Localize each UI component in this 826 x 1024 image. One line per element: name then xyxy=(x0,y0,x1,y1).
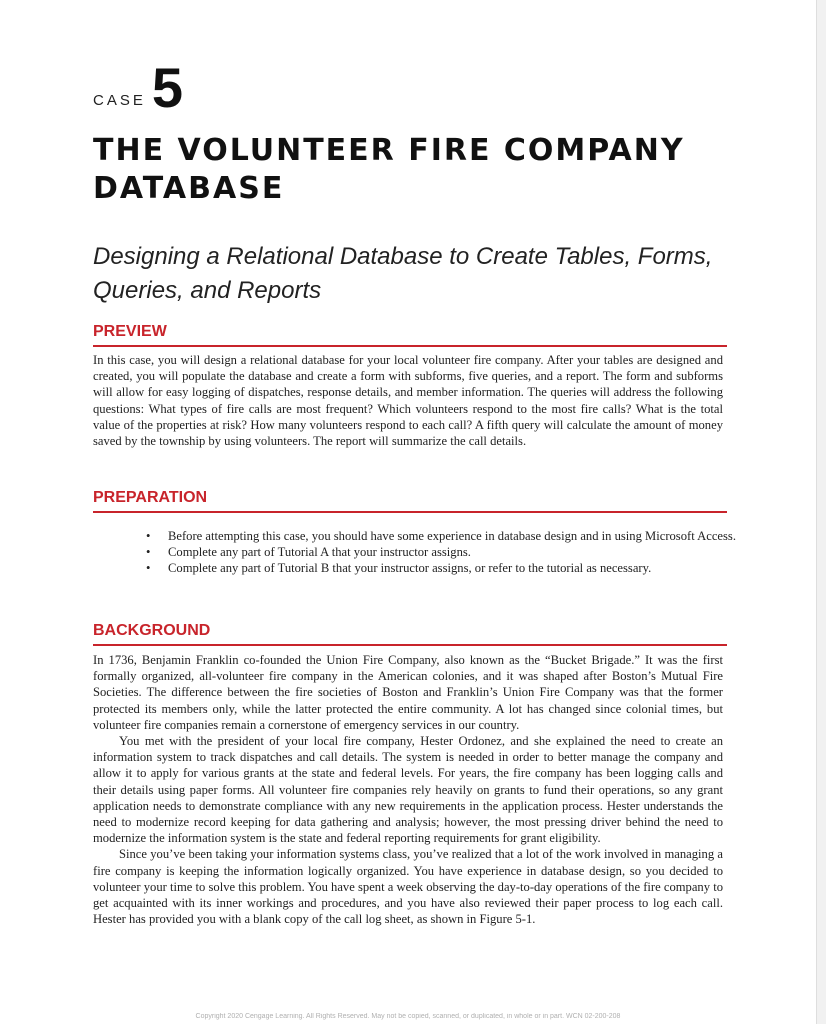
bullet-icon: • xyxy=(146,529,151,543)
list-item-text: Complete any part of Tutorial B that your instructor assigns, or refer to the tutorial as necessary. xyxy=(168,561,652,576)
preparation-list xyxy=(146,528,736,577)
preparation-heading: PREPARATION xyxy=(93,488,727,513)
list-item xyxy=(146,544,736,560)
background-paragraph: Since you’ve been taking your information systems class, you’ve realized that a lot of the work involved in managing a fire company is keeping the information logically organized. You have experience in database design, so you decided to volunteer your time to solve this problem. You have spent a week observing the day-to-day operations of the fire company to get acquainted with its inner workings and procedures, and you have also reviewed their paper process to log each call. Hester has provided you with a blank copy of the call log sheet, as shown in Figure 5-1. xyxy=(93,847,723,927)
background-paragraph: You met with the president of your local fire company, Hester Ordonez, and she explained the need to create an information system to track dispatches and call details. The system is needed in order to better manage the company and allow it to apply for various grants at the state and federal levels. For years, the fire company has been logging calls and their details using paper forms. All volunteer fire companies rely heavily on grants to fund their operations, so any grant application needs to demonstrate compliance with any new requirements in the application process. Hester understands the need to modernize record keeping for data gathering and analysis; however, the most pressing driver behind the need to modernize the information system is the state and federal reporting requirements for grant eligibility. xyxy=(93,734,723,846)
background-paragraph: In 1736, Benjamin Franklin co-founded the Union Fire Company, also known as the “Bucket Brigade.” It was the first formally organized, all-volunteer fire company in the American colonies, and it was shaped after Boston’s Mutual Fire Societies. The difference between the fire societies of Boston and Franklin’s Union Fire Company was that the former protected its members only, while the latter protected the entire community. A lot has changed since colonial times, but volunteer fire companies remain a cornerstone of emergency services in our country. xyxy=(93,653,723,732)
page-subtitle: Designing a Relational Database to Create Tables, Forms, Queries, and Reports xyxy=(93,243,713,304)
case-number: 5 xyxy=(151,56,184,119)
preview-paragraph: In this case, you will design a relational database for your local volunteer fire company. After your tables are designed and created, you will populate the database and create a form with subforms, five queries, and a report. The form and subforms will allow for easy logging of dispatches, response details, and member information. The queries will address the following questions: What types of fire calls are most frequent? Which volunteers respond to the most fire calls? What is the total value of the properties at risk? How many volunteers respond to each call? A fifth query will calculate the amount of money saved by the township by using volunteers. The report will summarize the call details. xyxy=(93,353,723,449)
bullet-icon: • xyxy=(146,545,151,560)
bullet-icon: • xyxy=(146,561,151,576)
background-heading: BACKGROUND xyxy=(93,621,727,646)
preview-heading: PREVIEW xyxy=(93,322,727,347)
background-text xyxy=(93,652,723,927)
case-word: CASE xyxy=(93,92,146,109)
list-item-text: Complete any part of Tutorial A that your instructor assigns. xyxy=(168,545,471,560)
list-item xyxy=(146,528,736,544)
preview-text xyxy=(93,352,723,449)
page-edge xyxy=(816,0,826,1024)
page-title: THE VOLUNTEER FIRE COMPANY DATABASE xyxy=(93,133,685,206)
case-label xyxy=(93,56,184,119)
list-item xyxy=(146,560,736,576)
copyright-footer: Copyright 2020 Cengage Learning. All Rights Reserved. May not be copied, scanned, or duplicated, in whole or in part. WCN 02-200-208 xyxy=(195,1013,621,1020)
list-item-text: Before attempting this case, you should have some experience in database design and in using Microsoft Access. xyxy=(168,529,736,543)
